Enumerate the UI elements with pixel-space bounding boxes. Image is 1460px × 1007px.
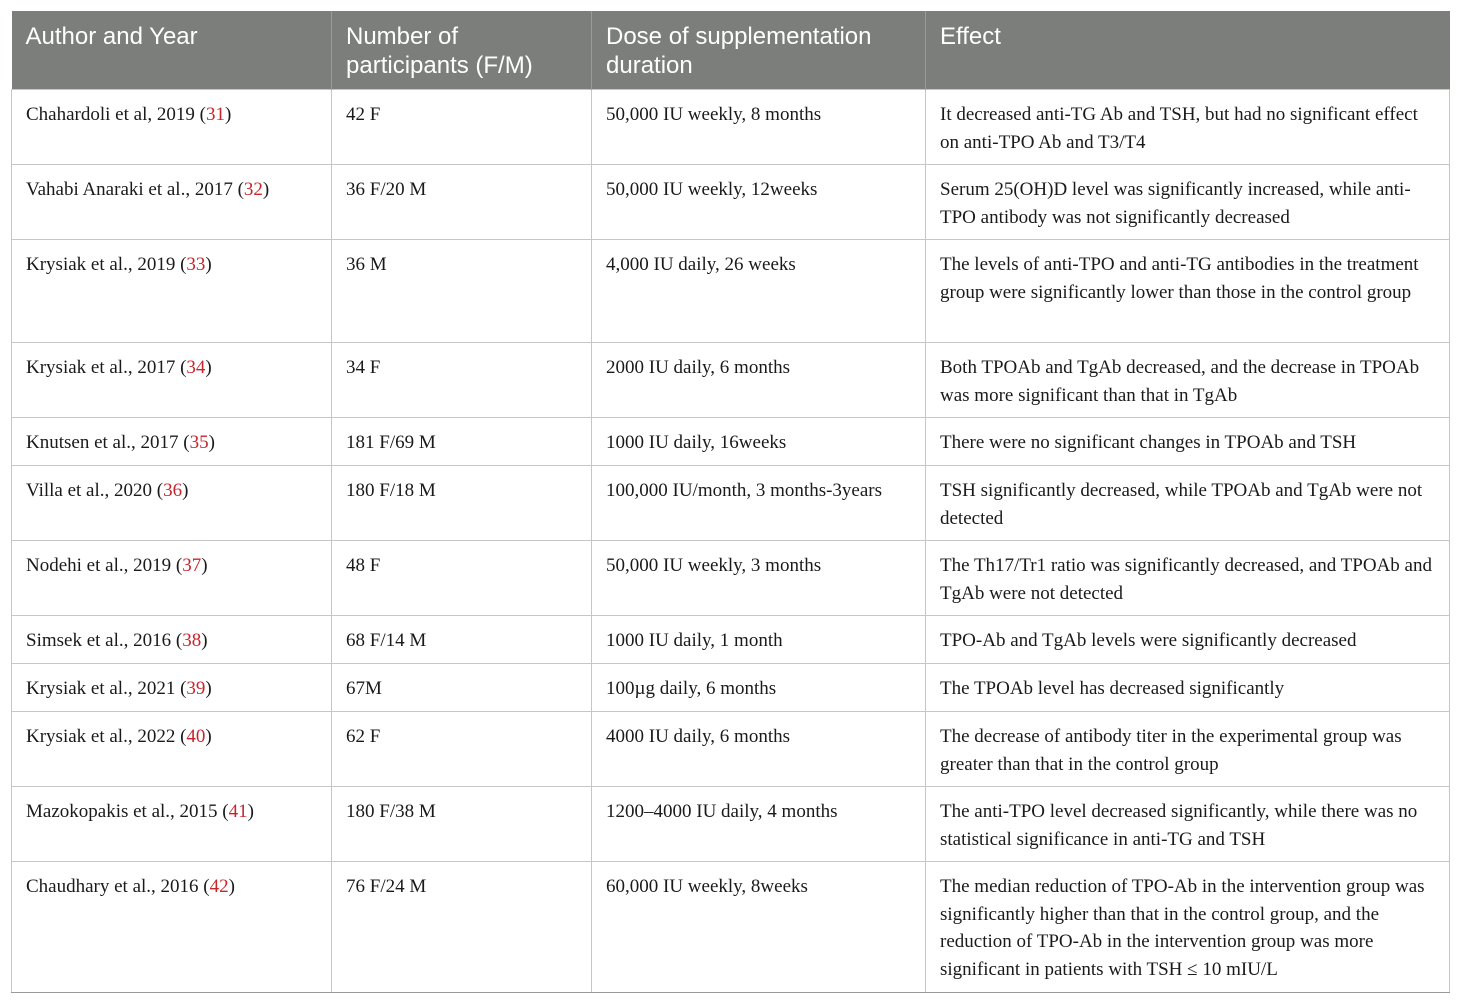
reference-link[interactable]: 33 [186, 254, 206, 275]
author-text: Simsek et al., 2016 [26, 630, 172, 651]
cell-participants: 76 F/24 M [332, 862, 592, 993]
paren-close: ) [208, 432, 215, 453]
reference-link[interactable]: 32 [243, 179, 263, 200]
reference-link[interactable]: 40 [186, 726, 206, 747]
table-row [12, 712, 1450, 787]
table-row [12, 343, 1450, 418]
paren-open: ( [175, 726, 187, 747]
cell-participants: 34 F [332, 343, 592, 418]
paren-open: ( [171, 630, 183, 651]
paren-close: ) [205, 678, 212, 699]
cell-author-year [12, 240, 332, 343]
table-body [12, 90, 1450, 993]
paren-close: ) [247, 801, 254, 822]
cell-effect: The levels of anti-TPO and anti-TG antibodies in the treatment group were significantly lower than those in the control group [926, 240, 1450, 343]
header-dose-duration: Dose of supplementation duration [592, 11, 926, 90]
paren-open: ( [175, 357, 187, 378]
paren-open: ( [175, 678, 187, 699]
paren-close: ) [224, 104, 232, 125]
cell-dose-duration: 1000 IU daily, 16weeks [592, 418, 926, 466]
paren-open: ( [198, 876, 210, 897]
table-row [12, 90, 1450, 165]
table-row [12, 466, 1450, 541]
paren-close: ) [201, 555, 208, 576]
cell-author-year [12, 787, 332, 862]
cell-dose-duration: 100,000 IU/month, 3 months-3years [592, 466, 926, 541]
paren-close: ) [205, 357, 212, 378]
reference-link[interactable]: 39 [186, 678, 206, 699]
reference-link[interactable]: 41 [228, 801, 248, 822]
table-row [12, 240, 1450, 343]
cell-participants: 180 F/18 M [332, 466, 592, 541]
author-text: Vahabi Anaraki et al., 2017 [26, 179, 233, 200]
cell-author-year [12, 712, 332, 787]
header-effect: Effect [926, 11, 1450, 90]
cell-effect: There were no significant changes in TPOAb and TSH [926, 418, 1450, 466]
cell-effect: The Th17/Tr1 ratio was significantly decreased, and TPOAb and TgAb were not detected [926, 541, 1450, 616]
cell-dose-duration: 50,000 IU weekly, 12weeks [592, 165, 926, 240]
paren-close: ) [205, 254, 212, 275]
cell-dose-duration: 1000 IU daily, 1 month [592, 616, 926, 664]
paren-open: ( [232, 179, 244, 200]
cell-author-year [12, 466, 332, 541]
table-row [12, 787, 1450, 862]
author-text: Chaudhary et al., 2016 [26, 876, 199, 897]
cell-participants: 68 F/14 M [332, 616, 592, 664]
header-participants: Number of participants (F/M) [332, 11, 592, 90]
table-row [12, 165, 1450, 240]
cell-effect: The decrease of antibody titer in the experimental group was greater than that in the control group [926, 712, 1450, 787]
paren-close: ) [201, 630, 208, 651]
cell-effect: TSH significantly decreased, while TPOAb and TgAb were not detected [926, 466, 1450, 541]
table-row [12, 541, 1450, 616]
paren-open: ( [178, 432, 190, 453]
table-header-row [12, 11, 1450, 90]
paren-close: ) [228, 876, 235, 897]
cell-participants: 181 F/69 M [332, 418, 592, 466]
cell-dose-duration: 4,000 IU daily, 26 weeks [592, 240, 926, 343]
paren-open: ( [175, 254, 187, 275]
cell-dose-duration: 4000 IU daily, 6 months [592, 712, 926, 787]
author-text: Knutsen et al., 2017 [26, 432, 179, 453]
cell-participants: 62 F [332, 712, 592, 787]
cell-dose-duration: 2000 IU daily, 6 months [592, 343, 926, 418]
cell-effect: TPO-Ab and TgAb levels were significantly decreased [926, 616, 1450, 664]
paren-close: ) [205, 726, 212, 747]
header-author-year: Author and Year [25, 23, 198, 50]
reference-link[interactable]: 36 [163, 480, 183, 501]
reference-link[interactable]: 34 [186, 357, 206, 378]
table-row [12, 616, 1450, 664]
cell-author-year [12, 165, 332, 240]
cell-dose-duration: 1200–4000 IU daily, 4 months [592, 787, 926, 862]
cell-participants: 42 F [332, 90, 592, 165]
author-text: Villa et al., 2020 [26, 480, 153, 501]
cell-participants: 36 F/20 M [332, 165, 592, 240]
table-row [12, 418, 1450, 466]
cell-dose-duration: 50,000 IU weekly, 3 months [592, 541, 926, 616]
cell-participants: 36 M [332, 240, 592, 343]
cell-dose-duration: 60,000 IU weekly, 8weeks [592, 862, 926, 993]
cell-effect: It decreased anti-TG Ab and TSH, but had no significant effect on anti-TPO Ab and T3/T4 [926, 90, 1450, 165]
author-text: Krysiak et al., 2017 [26, 357, 176, 378]
cell-effect: The median reduction of TPO-Ab in the intervention group was significantly higher than that in the control group, and the reduction of TPO-Ab in the intervention group was more significant in patients with TSH ≤ 10 mIU/L [926, 862, 1450, 993]
vitamin-d-studies-table [11, 11, 1450, 993]
paren-close: ) [182, 480, 189, 501]
cell-effect: The anti-TPO level decreased significantly, while there was no statistical significance in anti-TG and TSH [926, 787, 1450, 862]
cell-effect: Both TPOAb and TgAb decreased, and the decrease in TPOAb was more significant than that in TgAb [926, 343, 1450, 418]
reference-link[interactable]: 42 [209, 876, 229, 897]
author-text: Krysiak et al., 2022 [26, 726, 176, 747]
paren-close: ) [262, 179, 270, 200]
cell-author-year [12, 541, 332, 616]
reference-link[interactable]: 31 [205, 104, 225, 125]
cell-author-year [12, 343, 332, 418]
reference-link[interactable]: 35 [189, 432, 209, 453]
author-text: Krysiak et al., 2021 [26, 678, 176, 699]
author-text: Nodehi et al., 2019 [26, 555, 172, 576]
paren-open: ( [171, 555, 183, 576]
paren-open: ( [152, 480, 164, 501]
author-text: Mazokopakis et al., 2015 [26, 801, 218, 822]
paren-open: ( [194, 104, 206, 125]
cell-effect: Serum 25(OH)D level was significantly increased, while anti-TPO antibody was not significantly decreased [926, 165, 1450, 240]
cell-dose-duration: 100µg daily, 6 months [592, 664, 926, 712]
cell-participants: 67M [332, 664, 592, 712]
cell-participants: 48 F [332, 541, 592, 616]
table-row [12, 664, 1450, 712]
cell-author-year [12, 616, 332, 664]
cell-effect: The TPOAb level has decreased significantly [926, 664, 1450, 712]
cell-dose-duration: 50,000 IU weekly, 8 months [592, 90, 926, 165]
cell-author-year [12, 418, 332, 466]
paren-open: ( [217, 801, 229, 822]
cell-participants: 180 F/38 M [332, 787, 592, 862]
reference-link[interactable]: 38 [182, 630, 202, 651]
cell-author-year [12, 90, 332, 165]
table-row [12, 862, 1450, 993]
author-text: Krysiak et al., 2019 [26, 254, 176, 275]
cell-author-year [12, 664, 332, 712]
cell-author-year [12, 862, 332, 993]
reference-link[interactable]: 37 [182, 555, 202, 576]
author-text: Chahardoli et al, 2019 [26, 104, 195, 125]
